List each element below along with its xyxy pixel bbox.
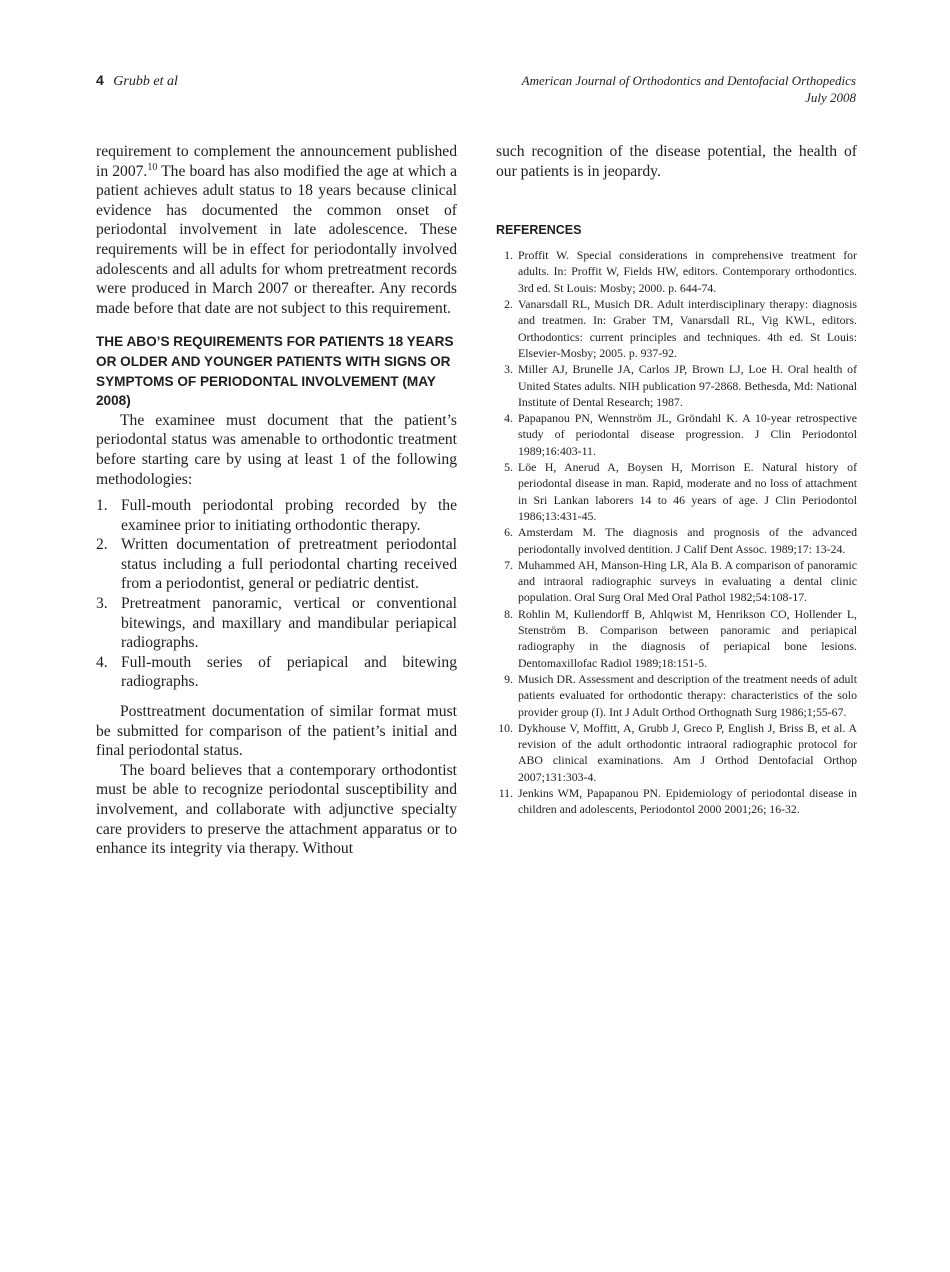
paragraph-text: requirement to complement the announcement published in 2007.	[96, 143, 457, 180]
page-number: 4	[96, 72, 104, 88]
list-item	[96, 496, 457, 535]
list-text: Written documentation of pretreatment periodontal status including a full periodontal charting received from a periodontist, general or pediatric dentist.	[121, 536, 457, 593]
methods-list	[96, 496, 457, 692]
reference-item	[496, 361, 857, 410]
reference-text: Papapanou PN, Wennström JL, Gröndahl K. A 10-year retrospective study of periodontal disease progression. J Clin Periodontol 1989;16:403-11.	[518, 411, 857, 458]
list-number: 3.	[96, 595, 108, 613]
list-text: Full-mouth periodontal probing recorded by the examinee prior to initiating orthodontic therapy.	[121, 497, 457, 534]
running-header-left	[96, 72, 178, 90]
reference-text: Musich DR. Assessment and description of the treatment needs of adult patients evaluated for orthodontic therapy: characteristics of the solo provider group (I). Int J Adult Orthod Orthognath Surg 1986;1;55-67.	[518, 671, 857, 719]
running-authors: Grubb et al	[113, 74, 178, 89]
reference-text: Löe H, Anerud A, Boysen H, Morrison E. Natural history of periodontal disease in man. Rapid, moderate and no loss of attachment in Sri Lankan laborers 14 to 46 years of age. J Clin Periodontol 1986;13:431-45.	[518, 460, 857, 523]
reference-text: Muhammed AH, Manson-Hing LR, Ala B. A comparison of panoramic and intraoral radiographic surveys in evaluating a dental clinic population. Oral Surg Oral Med Oral Pathol 1982;54:108-17.	[518, 557, 857, 605]
reference-number: 10.	[498, 720, 513, 735]
reference-text: Jenkins WM, Papapanou PN. Epidemiology of periodontal disease in children and adolescents, Periodontol 2000 2001;26; 16-32.	[518, 785, 857, 817]
paragraph-text: The board has also modified the age at which a patient achieves adult status to 18 years because clinical evidence has documented the common onset of periodontal involvement in late adolescence. These requirements will be in effect for periodontally involved adolescents and all adults for whom pretreatment records were produced in March 2007 or thereafter. Any records made before that date are not subject to this requirement.	[96, 162, 457, 317]
reference-text: Amsterdam M. The diagnosis and prognosis of the advanced periodontally involved dentition. J Calif Dent Assoc. 1989;17: 13-24.	[518, 525, 857, 556]
references-heading: REFERENCES	[496, 223, 582, 238]
reference-item	[496, 720, 857, 785]
reference-item	[496, 606, 857, 671]
list-number: 1.	[96, 497, 108, 515]
reference-number: 4.	[504, 411, 513, 426]
reference-text: Dykhouse V, Moffitt, A, Grubb J, Greco P, English J, Briss B, et al. A revision of the adult orthodontic intraoral radiographic protocol for ABO clinical examinations. Am J Orthod Dentofacial Orthop 2007;131:303-4.	[518, 720, 857, 784]
list-number: 2.	[96, 536, 108, 554]
reference-text: Rohlin M, Kullendorff B, Ahlqwist M, Henrikson CO, Hollender L, Stenström B. Comparison between panoramic and periapical radiography in the diagnosis of periapical bone lesions. Dentomaxillofac Radiol 1989;18:151-5.	[518, 606, 857, 670]
list-item	[96, 594, 457, 653]
reference-number: 7.	[504, 557, 513, 572]
references-list	[496, 247, 857, 817]
reference-text: Vanarsdall RL, Musich DR. Adult interdisciplinary therapy: diagnosis and treatmen. In: Graber TM, Vanarsdall RL, Vig KWL, editors. Orthodontics: current principles and techniques. 4th ed. St Louis: Elsevier-Mosby; 2005. p. 937-92.	[518, 297, 857, 360]
running-header-right	[522, 72, 856, 106]
issue-date: July 2008	[805, 90, 856, 105]
reference-number: 2.	[504, 297, 513, 312]
reference-item	[496, 459, 857, 524]
reference-item	[496, 785, 857, 818]
paragraph-continued: such recognition of the disease potential, the health of our patients is in jeopardy.	[496, 143, 857, 180]
list-text: Pretreatment panoramic, vertical or conventional bitewings, and maxillary and mandibular periapical radiographs.	[121, 595, 457, 652]
reference-text: Miller AJ, Brunelle JA, Carlos JP, Brown LJ, Loe H. Oral health of United States adults. NIH publication 97-2868. Bethesda, Md: National Institute of Dental Research; 1987.	[518, 362, 857, 409]
reference-item	[496, 410, 857, 459]
list-item	[96, 653, 457, 692]
reference-item	[496, 671, 857, 720]
reference-item	[496, 557, 857, 606]
reference-item	[496, 524, 857, 557]
reference-item	[496, 247, 857, 296]
reference-item	[496, 296, 857, 361]
reference-number: 6.	[504, 525, 513, 540]
reference-number: 8.	[504, 606, 513, 621]
reference-number: 1.	[504, 248, 513, 263]
reference-number: 11.	[498, 785, 513, 800]
paragraph-board-believes: The board believes that a contemporary orthodontist must be able to recognize periodontal susceptibility and involvement, and collaborate with adjunctive specialty care providers to preserve the attachment apparatus or to enhance its integrity via therapy. Without	[96, 761, 457, 858]
paragraph-requirement	[96, 142, 457, 318]
journal-title: American Journal of Orthodontics and Dentofacial Orthopedics	[521, 73, 856, 88]
paragraph-examinee: The examinee must document that the patient’s periodontal status was amenable to orthodontic treatment before starting care by using at least 1 of the following methodologies:	[96, 411, 457, 488]
reference-text: Proffit W. Special considerations in comprehensive treatment for adults. In: Proffit W, Fields HW, editors. Contemporary orthodontics. 3rd ed. St Louis: Mosby; 2000. p. 644-74.	[518, 248, 857, 295]
reference-number: 9.	[504, 671, 513, 686]
list-item	[96, 535, 457, 594]
paragraph-posttreatment: Posttreatment documentation of similar format must be submitted for comparison of the patient’s initial and final periodontal status.	[96, 703, 457, 760]
reference-number: 3.	[504, 362, 513, 377]
section-heading: THE ABO’S REQUIREMENTS FOR PATIENTS 18 YEARS OR OLDER AND YOUNGER PATIENTS WITH SIGNS OR SYMPTOMS OF PERIODONTAL INVOLVEMENT (MAY 2008)	[96, 334, 454, 409]
list-text: Full-mouth series of periapical and bitewing radiographs.	[121, 653, 457, 691]
list-number: 4.	[96, 653, 108, 671]
citation-superscript: 10	[147, 161, 158, 173]
left-column	[96, 142, 457, 859]
reference-number: 5.	[504, 460, 513, 475]
right-column	[496, 142, 857, 818]
